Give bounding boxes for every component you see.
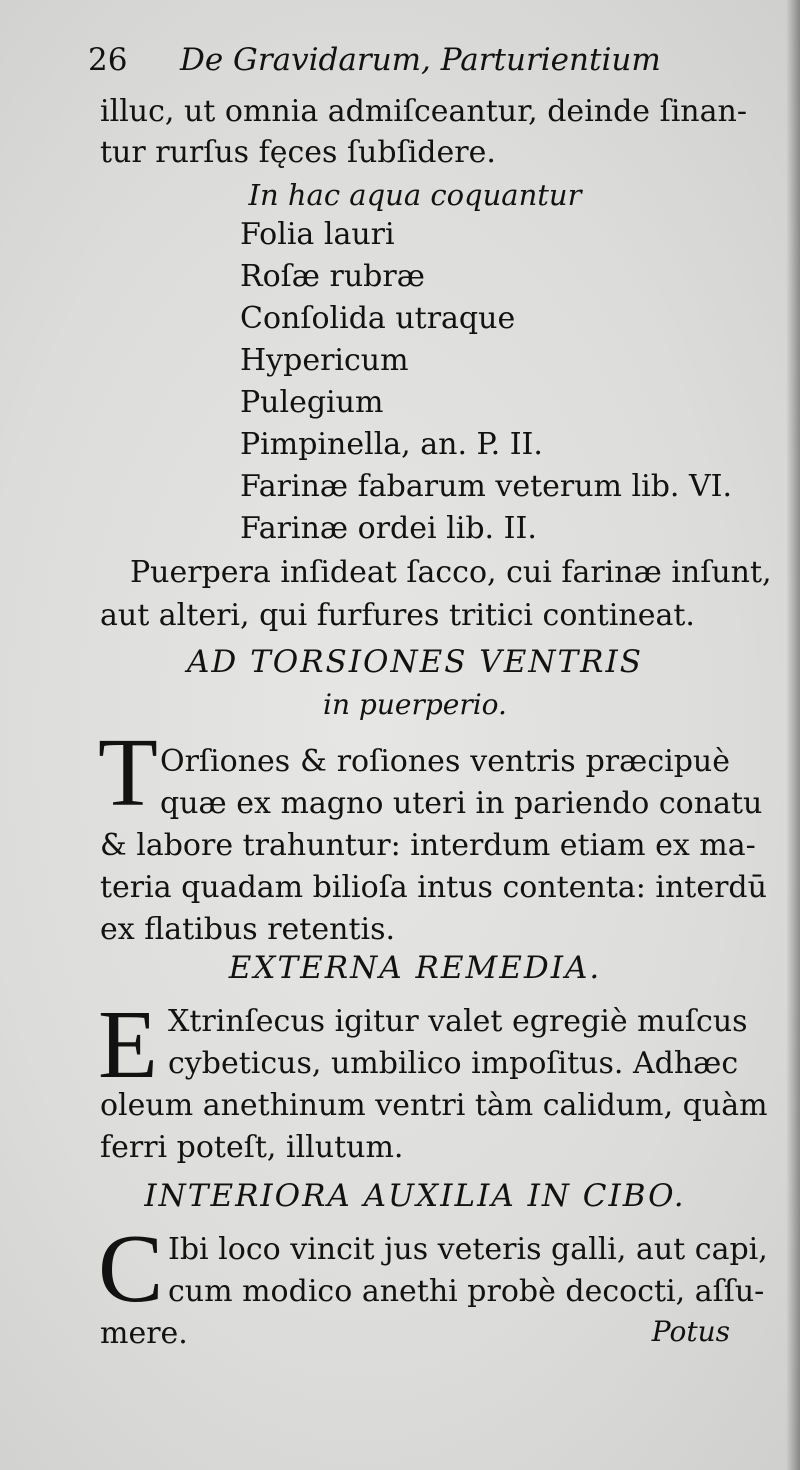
initial-letter: E bbox=[98, 991, 158, 1099]
ingredient-item: Conſolida utraque bbox=[240, 301, 516, 336]
text-line: cybeticus, umbilico impoſitus. Adhæc bbox=[168, 1046, 739, 1081]
running-title: De Gravidarum, Parturientium bbox=[180, 42, 661, 78]
ingredient-item: Hypericum bbox=[240, 343, 409, 378]
ingredient-item: Pimpinella, an. P. II. bbox=[240, 427, 543, 462]
text-line: cum modico anethi probè decocti, aſſu- bbox=[168, 1274, 765, 1309]
ingredient-item: Farinæ fabarum veterum lib. VI. bbox=[240, 469, 733, 504]
text-line: & labore trahuntur: interdum etiam ex ma- bbox=[100, 828, 756, 863]
text-line: Ibi loco vincit jus veteris galli, aut capi, bbox=[168, 1232, 768, 1267]
text-line: Orſiones & roſiones ventris præcipuè bbox=[160, 744, 730, 779]
text-line: mere. bbox=[100, 1316, 188, 1351]
section-subtitle: in puerperio. bbox=[323, 688, 507, 721]
initial-letter: C bbox=[98, 1215, 164, 1323]
text-line: ferri poteſt, illutum. bbox=[100, 1130, 404, 1165]
running-head bbox=[88, 42, 728, 86]
text-line: tur rurſus fęces ſubſidere. bbox=[100, 135, 496, 170]
ingredient-item: Roſæ rubræ bbox=[240, 259, 425, 294]
initial-letter: T bbox=[98, 719, 158, 827]
catchword: Potus bbox=[651, 1315, 730, 1348]
ingredient-item: Farinæ ordei lib. II. bbox=[240, 511, 537, 546]
section-title: EXTERNA REMEDIA. bbox=[228, 950, 602, 986]
page-number: 26 bbox=[88, 42, 128, 78]
recipe-heading: In hac aqua coquantur bbox=[248, 178, 582, 212]
section-title: AD TORSIONES VENTRIS bbox=[187, 644, 643, 680]
page-edge-shadow bbox=[786, 0, 800, 1470]
text-line: aut alteri, qui furfures tritici contineat. bbox=[100, 598, 695, 633]
text-line: quæ ex magno uteri in pariendo conatu bbox=[160, 786, 763, 821]
text-line: ex flatibus retentis. bbox=[100, 912, 396, 947]
text-line: oleum anethinum ventri tàm calidum, quàm bbox=[100, 1088, 768, 1123]
text-line: Xtrinſecus igitur valet egregiè muſcus bbox=[168, 1004, 748, 1039]
ingredient-item: Folia lauri bbox=[240, 217, 395, 252]
section-title: INTERIORA AUXILIA IN CIBO. bbox=[144, 1178, 686, 1214]
text-line: Puerpera inſideat ſacco, cui farinæ inſunt, bbox=[130, 555, 772, 590]
ingredient-item: Pulegium bbox=[240, 385, 384, 420]
text-line: teria quadam bilioſa intus contenta: interdū bbox=[100, 870, 767, 905]
text-line: illuc, ut omnia admiſceantur, deinde ſinan- bbox=[100, 94, 747, 129]
